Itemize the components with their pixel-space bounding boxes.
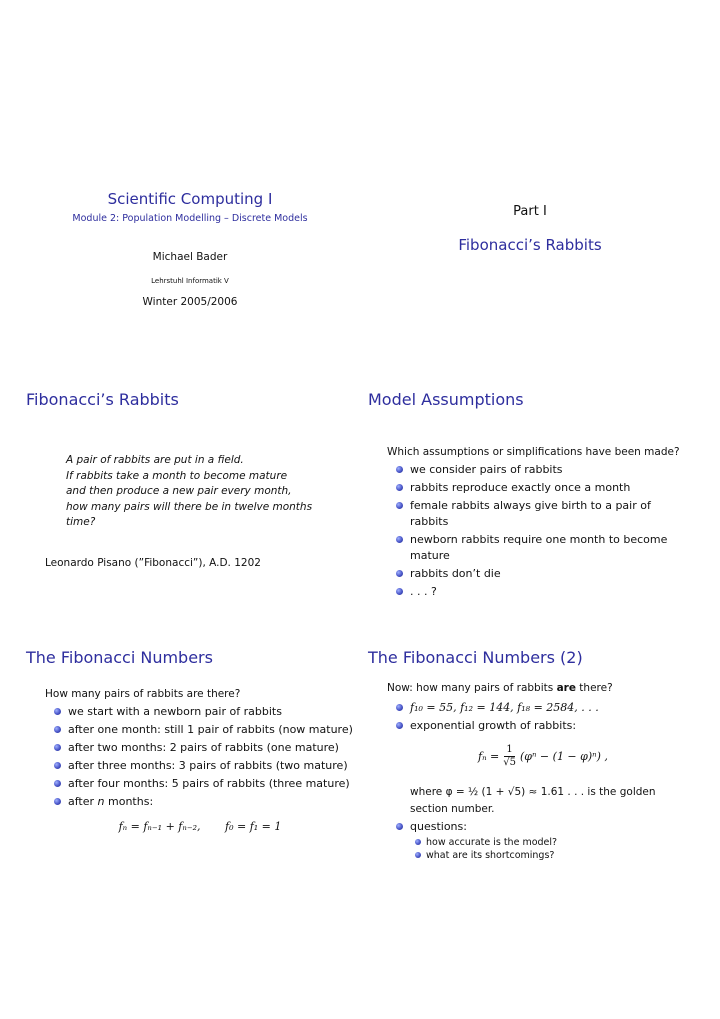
bullet-icon	[396, 823, 403, 830]
part-title: Fibonacci’s Rabbits	[458, 236, 602, 254]
formula-lhs: fₙ =	[478, 750, 500, 763]
quote-line: time?	[66, 516, 96, 528]
bullet-icon	[54, 780, 61, 787]
list-item: after two months: 2 pairs of rabbits (one mature)	[46, 740, 366, 756]
part-label: Part I	[513, 204, 547, 219]
quote-line: how many pairs will there be in twelve months	[66, 500, 313, 513]
bullet-icon	[54, 762, 61, 769]
quote-line: and then produce a new pair every month,	[66, 485, 292, 497]
institute-name: Lehrstuhl Informatik V	[151, 277, 229, 285]
golden-ratio-line: where φ = ½ (1 + √5) ≈ 1.61 . . . is the golden	[410, 786, 656, 798]
list-item: after n months:	[46, 794, 366, 810]
list-item: after three months: 3 pairs of rabbits (two mature)	[46, 758, 366, 774]
bullet-icon	[396, 570, 403, 577]
list-item: rabbits don’t die	[388, 566, 688, 582]
questions-sublist	[410, 836, 688, 862]
formula-rhs: (φⁿ − (1 − φ)ⁿ) ,	[519, 750, 608, 763]
list-item: rabbits reproduce exactly once a month	[388, 480, 688, 496]
list-item: we consider pairs of rabbits	[388, 462, 688, 478]
list-item: . . . ?	[388, 584, 688, 600]
quote-attribution: Leonardo Pisano (”Fibonacci”), A.D. 1202	[45, 557, 261, 569]
bullet-icon	[396, 466, 403, 473]
questions-list	[388, 819, 688, 864]
bullet-icon	[415, 839, 421, 845]
bullet-icon	[54, 744, 61, 751]
quote-line: A pair of rabbits are put in a field.	[66, 454, 244, 466]
numbers-list	[46, 704, 366, 812]
list-item: after four months: 5 pairs of rabbits (three mature)	[46, 776, 366, 792]
sub-list-item: how accurate is the model?	[410, 836, 688, 849]
presentation-title: Scientific Computing I	[107, 190, 273, 208]
list-item: after one month: still 1 pair of rabbits (now mature)	[46, 722, 366, 738]
sub-list-item: what are its shortcomings?	[410, 849, 688, 862]
bullet-icon	[396, 722, 403, 729]
slide-title-rabbits: Fibonacci’s Rabbits	[26, 390, 179, 409]
list-item: f₁₀ = 55, f₁₂ = 144, f₁₈ = 2584, . . .	[388, 700, 688, 716]
numbers2-list	[388, 700, 688, 736]
quote-line: If rabbits take a month to become mature	[66, 469, 288, 482]
bullet-icon	[396, 536, 403, 543]
closed-form-formula	[478, 744, 608, 769]
bullet-icon	[396, 588, 403, 595]
recurrence-formula: fₙ = fₙ₋₁ + fₙ₋₂, f₀ = f₁ = 1	[118, 820, 282, 833]
bullet-icon	[54, 726, 61, 733]
numbers2-intro: Now: how many pairs of rabbits are there?	[387, 682, 613, 694]
bullet-icon	[396, 704, 403, 711]
slide-title-numbers: The Fibonacci Numbers	[26, 648, 213, 667]
bullet-icon	[415, 852, 421, 858]
bullet-icon	[396, 502, 403, 509]
list-item: questions: how accurate is the model? what are its shortcomings?	[388, 819, 688, 862]
golden-ratio-cont: section number.	[410, 803, 495, 815]
bullet-icon	[54, 798, 61, 805]
author-name: Michael Bader	[152, 251, 228, 263]
fraction-denominator: √5	[503, 757, 516, 768]
fraction-numerator: 1	[506, 744, 513, 755]
rabbit-quote	[66, 453, 312, 531]
list-item: exponential growth of rabbits:	[388, 718, 688, 734]
numbers-intro: How many pairs of rabbits are there?	[45, 688, 241, 700]
slide-title-numbers-2: The Fibonacci Numbers (2)	[368, 648, 583, 667]
list-item: newborn rabbits require one month to become mature	[388, 532, 688, 564]
bullet-icon	[54, 708, 61, 715]
presentation-date: Winter 2005/2006	[142, 296, 238, 308]
slide-title-assumptions: Model Assumptions	[368, 390, 524, 409]
list-item: we start with a newborn pair of rabbits	[46, 704, 366, 720]
bullet-icon	[396, 484, 403, 491]
assumptions-intro: Which assumptions or simplifications have been made?	[387, 446, 680, 458]
presentation-subtitle: Module 2: Population Modelling – Discrete Models	[72, 213, 308, 224]
formula-fraction	[503, 744, 516, 769]
assumptions-list	[388, 462, 688, 602]
list-item: female rabbits always give birth to a pair of rabbits	[388, 498, 688, 530]
